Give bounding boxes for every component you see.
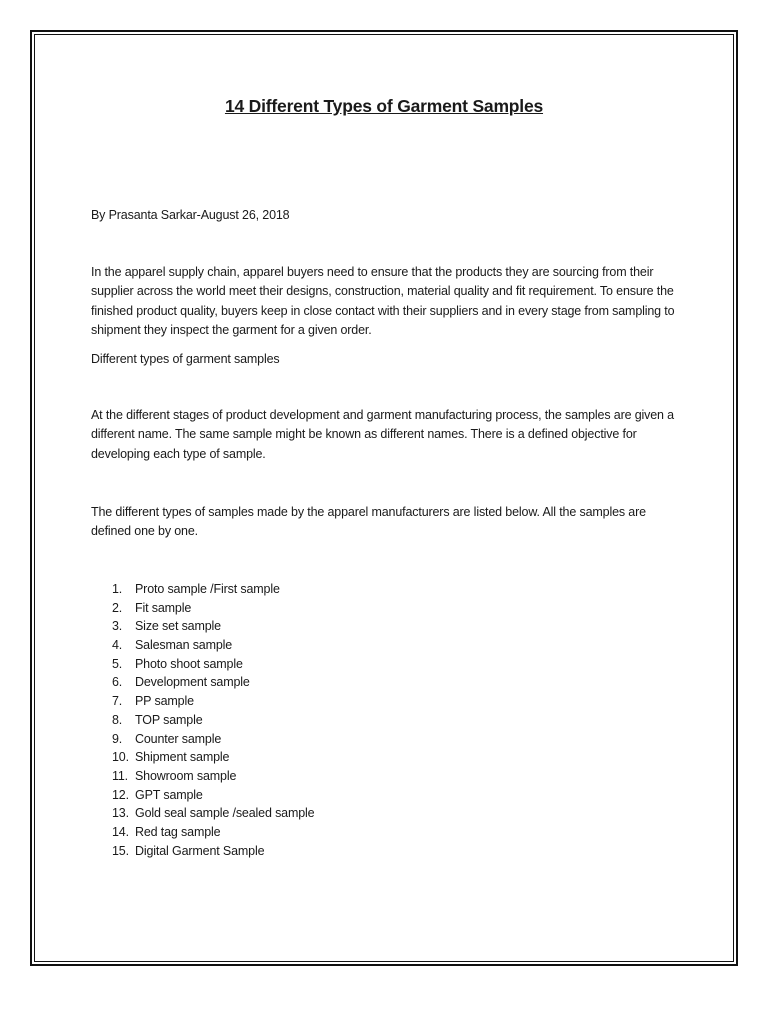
list-item-label: Size set sample: [135, 619, 221, 634]
listing-intro-paragraph: The different types of samples made by the apparel manufacturers are listed below. All the samples are defined one by one.: [91, 505, 646, 539]
list-item-number: 3.: [112, 619, 123, 634]
list-item: [112, 655, 314, 674]
list-item-label: GPT sample: [135, 787, 203, 802]
stages-paragraph: At the different stages of product development and garment manufacturing process, the samples are given a different name. The same sample might be known as different names. There is a defined objective for developing each type of sample.: [91, 408, 674, 461]
list-item-number: 11.: [112, 768, 128, 783]
list-item-number: 2.: [112, 600, 123, 615]
list-item: [112, 673, 314, 692]
list-item-number: 14.: [112, 824, 129, 839]
list-item: [112, 580, 314, 599]
list-item-label: Salesman sample: [135, 638, 233, 653]
list-item: [112, 786, 314, 805]
list-item-number: 15.: [112, 843, 129, 858]
list-item-number: 9.: [112, 731, 123, 746]
list-item-number: 12.: [112, 787, 129, 802]
list-item-label: Gold seal sample /sealed sample: [135, 806, 315, 821]
list-item-label: TOP sample: [135, 712, 203, 727]
list-item-label: PP sample: [135, 694, 194, 709]
list-item-label: Fit sample: [135, 600, 192, 615]
list-item-number: 5.: [112, 656, 123, 671]
list-item: [112, 842, 314, 861]
byline: By Prasanta Sarkar-August 26, 2018: [91, 208, 290, 222]
list-item-label: Photo shoot sample: [135, 656, 243, 671]
list-item-number: 7.: [112, 694, 123, 709]
list-item-label: Development sample: [135, 675, 250, 690]
list-item-label: Red tag sample: [135, 824, 221, 839]
document-title: 14 Different Types of Garment Samples: [224, 96, 544, 116]
list-item-number: 1.: [112, 582, 123, 596]
list-item: [112, 692, 314, 711]
list-item-number: 4.: [112, 638, 123, 653]
list-item-number: 6.: [112, 675, 123, 690]
list-item-label: Shipment sample: [135, 750, 230, 765]
list-item-number: 10.: [112, 750, 129, 765]
list-item-number: 13.: [112, 806, 129, 821]
list-item-number: 8.: [112, 712, 123, 727]
sample-types-list: [112, 580, 314, 860]
list-item: [112, 711, 314, 730]
list-item-label: Proto sample /First sample: [135, 582, 280, 596]
list-item: [112, 617, 314, 636]
list-item-label: Showroom sample: [135, 768, 237, 783]
list-item: [112, 767, 314, 786]
list-item: [112, 823, 314, 842]
list-item-label: Counter sample: [135, 731, 222, 746]
intro-paragraph: In the apparel supply chain, apparel buyers need to ensure that the products they are sourcing from their supplier across the world meet their designs, construction, material quality and fit requirement. To ensure the finished product quality, buyers keep in close contact with their suppliers and in every stage from sampling to shipment they inspect the garment for a given order.: [91, 265, 675, 337]
list-item: [112, 748, 314, 767]
list-item: [112, 804, 314, 823]
list-item: [112, 599, 314, 618]
list-item: [112, 730, 314, 749]
list-item: [112, 636, 314, 655]
list-item-label: Digital Garment Sample: [135, 843, 265, 858]
section-subheading: Different types of garment samples: [91, 352, 280, 366]
